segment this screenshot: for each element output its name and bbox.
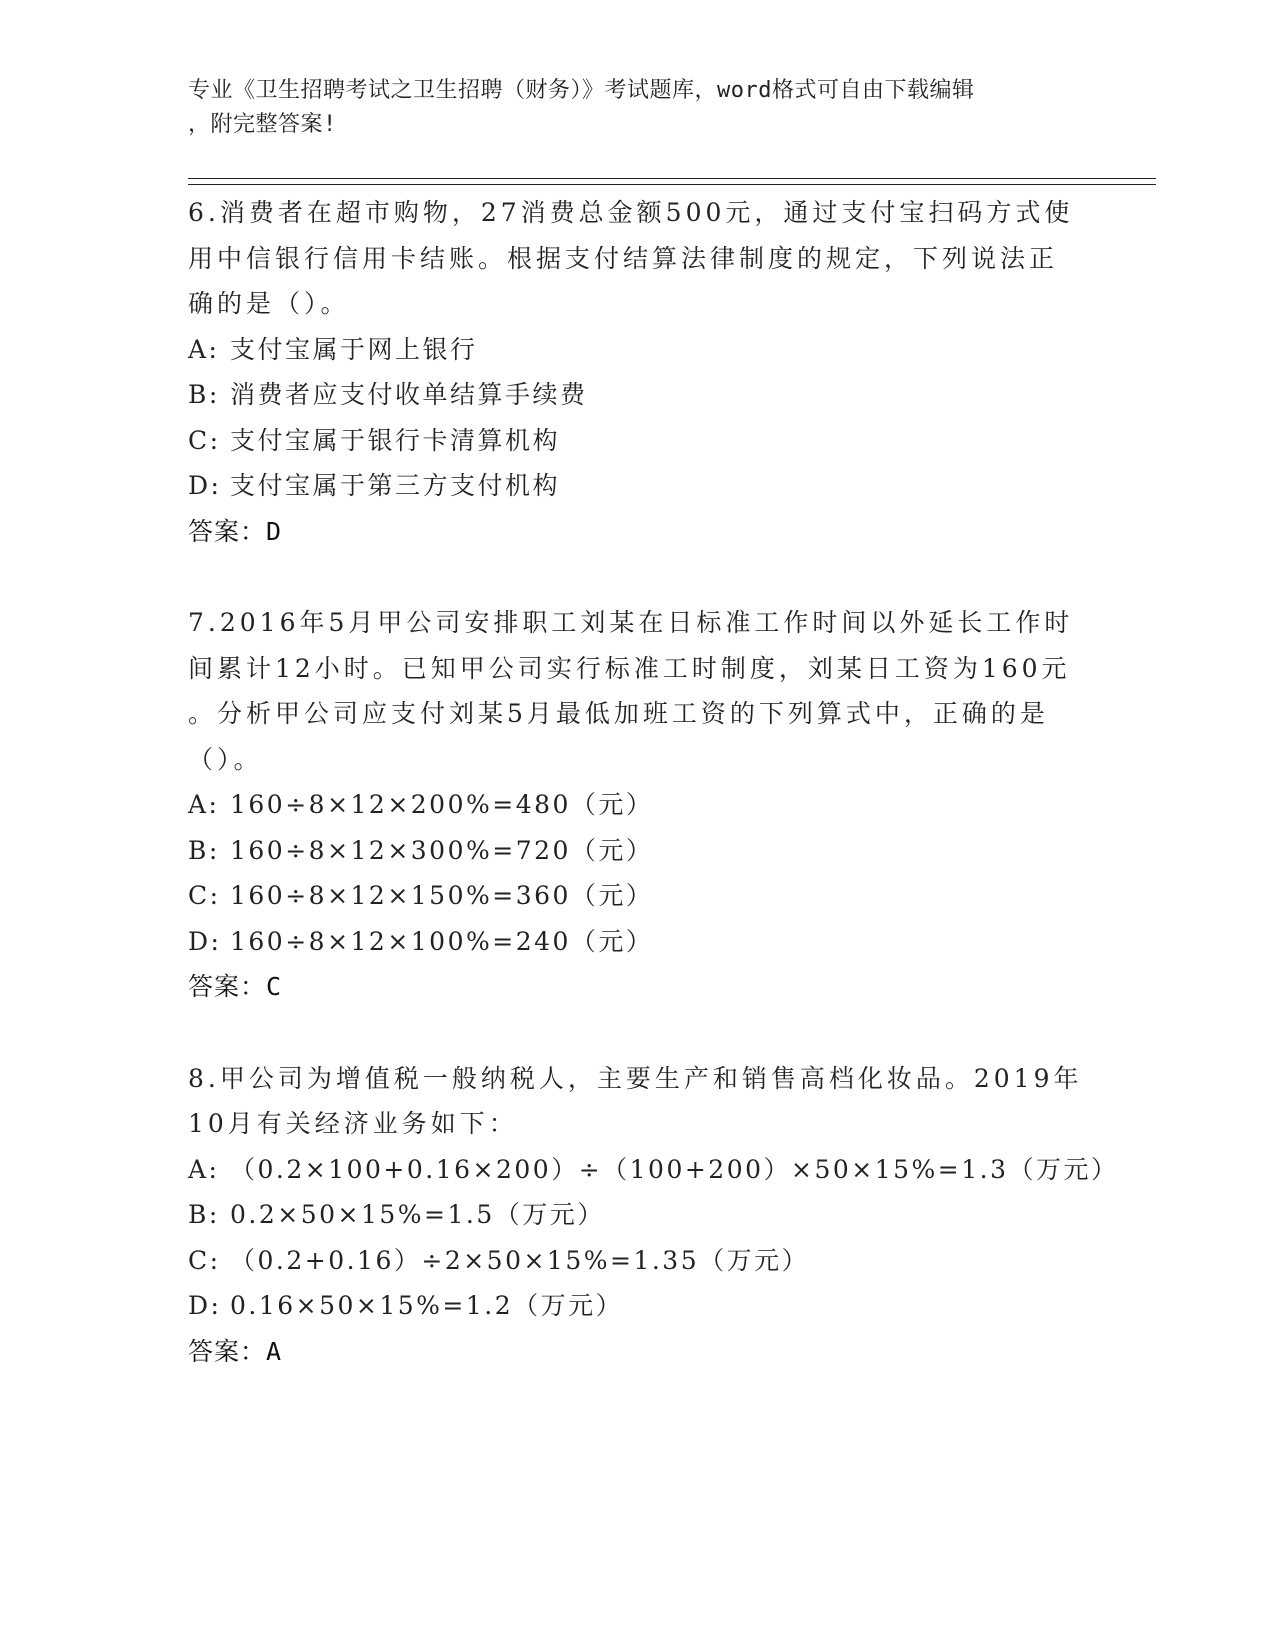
option-d <box>188 919 1088 965</box>
option-text: 160÷8×12×150%=360（元） <box>230 881 654 910</box>
question-stem-line: 10月有关经济业务如下： <box>188 1109 518 1138</box>
option-letter: D: <box>188 471 222 500</box>
question-list <box>188 190 1119 1420</box>
option-a <box>188 1147 1119 1193</box>
option-letter: C: <box>188 881 221 910</box>
option-letter: C: <box>188 1245 221 1275</box>
question-stem-line: 7.2016年5月甲公司安排职工刘某在日标准工作时间以外延长工作时 <box>188 608 1074 637</box>
option-text: 支付宝属于第三方支付机构 <box>230 471 561 500</box>
question-stem-line: 8.甲公司为增值税一般纳税人，主要生产和销售高档化妆品。2019年 <box>188 1063 1083 1093</box>
header-line-1: 专业《卫生招聘考试之卫生招聘（财务）》考试题库，word格式可自由下载编辑 <box>188 78 975 103</box>
question-block <box>188 190 1088 554</box>
header-line-2: ，附完整答案! <box>188 112 337 137</box>
option-c <box>188 873 1088 919</box>
answer-label: 答案： <box>188 972 267 1001</box>
answer-value: C <box>266 972 283 1001</box>
question-stem-line: 间累计12小时。已知甲公司实行标准工时制度，刘某日工资为160元 <box>188 653 1071 683</box>
question-stem-line: 。分析甲公司应支付刘某5月最低加班工资的下列算式中，正确的是 <box>188 699 1049 728</box>
question-block <box>188 1056 1119 1375</box>
answer-label: 答案： <box>188 1336 267 1366</box>
question-stem-line: 6.消费者在超市购物，27消费总金额500元，通过支付宝扫码方式使 <box>188 198 1074 227</box>
option-letter: A: <box>188 1154 220 1184</box>
header-divider-top <box>188 178 1156 179</box>
option-letter: D: <box>188 1291 222 1320</box>
option-c <box>188 418 1088 464</box>
option-letter: B: <box>188 380 220 409</box>
option-text: 0.16×50×15%=1.2（万元） <box>230 1291 624 1320</box>
option-letter: C: <box>188 425 221 455</box>
option-a <box>188 782 1088 828</box>
option-b <box>188 828 1088 874</box>
option-text: 消费者应支付收单结算手续费 <box>230 380 588 409</box>
option-text: 160÷8×12×100%=240（元） <box>230 926 654 956</box>
answer-line <box>188 964 1088 1010</box>
option-text: （0.2×100+0.16×200）÷（100+200）×50×15%=1.3（万元） <box>230 1154 1119 1184</box>
option-text: 支付宝属于银行卡清算机构 <box>230 425 561 455</box>
option-d <box>188 463 1088 509</box>
question-stem-line: （）。 <box>188 744 263 774</box>
option-text: 160÷8×12×300%=720（元） <box>230 835 654 865</box>
question-block <box>188 600 1088 1010</box>
option-letter: A: <box>188 790 220 819</box>
answer-line <box>188 509 1088 555</box>
option-b <box>188 1192 1088 1238</box>
option-text: 0.2×50×15%=1.5（万元） <box>230 1200 605 1229</box>
option-text: 160÷8×12×200%=480（元） <box>230 790 654 819</box>
header-divider-bottom <box>188 184 1156 185</box>
question-stem-line: 用中信银行信用卡结账。根据支付结算法律制度的规定，下列说法正 <box>188 243 1059 273</box>
option-a <box>188 327 1088 373</box>
answer-label: 答案： <box>188 516 267 546</box>
option-c <box>188 1238 1088 1284</box>
option-letter: B: <box>188 835 220 865</box>
option-text: 支付宝属于网上银行 <box>230 334 478 364</box>
answer-line <box>188 1329 1088 1375</box>
option-b <box>188 372 1088 418</box>
option-letter: B: <box>188 1200 220 1229</box>
option-d <box>188 1283 1088 1329</box>
option-letter: A: <box>188 334 220 364</box>
answer-value: D <box>266 516 283 546</box>
option-letter: D: <box>188 926 222 956</box>
document-header <box>188 74 1068 142</box>
answer-value: A <box>266 1336 283 1366</box>
option-text: （0.2+0.16）÷2×50×15%=1.35（万元） <box>230 1245 810 1275</box>
question-stem-line: 确的是（）。 <box>188 289 350 318</box>
